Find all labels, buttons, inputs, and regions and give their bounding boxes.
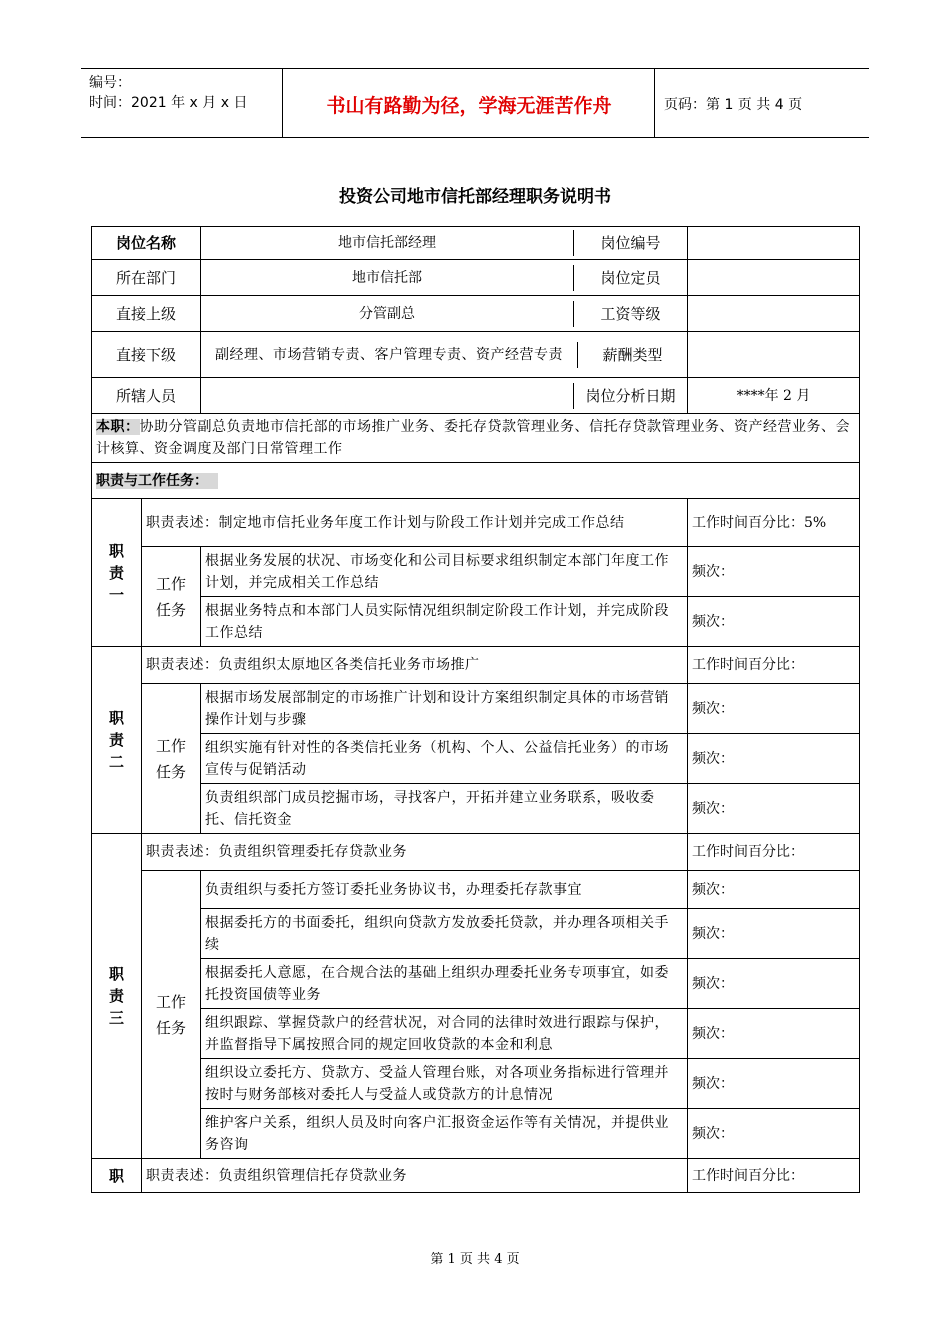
value-staff: [201, 383, 574, 409]
duties-heading: 职责与工作任务：: [96, 472, 208, 489]
value-analysis-date: ****年 2 月: [688, 378, 860, 414]
duty3-desc-row: [92, 834, 860, 871]
page-header: [81, 68, 869, 138]
duty1-task-label: [142, 547, 201, 647]
value-department: 地市信托部: [201, 265, 574, 291]
benzhi-label: 本职：: [96, 419, 140, 435]
duty2-label: [92, 647, 142, 834]
duty4-pct: 工作时间百分比：: [688, 1159, 860, 1193]
duty2-task-label: [142, 684, 201, 834]
duty3-desc: 职责表述：负责组织管理委托存贷款业务: [142, 834, 688, 871]
duty3-task-row: [92, 959, 860, 1009]
basic-row-subordinates: [92, 332, 860, 378]
label-position-code: 岗位编号: [600, 234, 661, 252]
value-headcount: [688, 260, 860, 296]
header-page-info: 页码：第 1 页 共 4 页: [664, 97, 803, 113]
duty3-name: 职责三: [108, 965, 124, 1027]
label-headcount: 岗位定员: [600, 268, 661, 287]
duty2-task-3: 负责组织部门成员挖掘市场，寻找客户，开拓并建立业务联系，吸收委托、信托资金: [201, 784, 688, 834]
basic-row-superior: [92, 296, 860, 332]
duty4-label: 职: [92, 1159, 142, 1193]
duty1-desc-row: [92, 499, 860, 547]
duty3-freq-2: 频次：: [688, 909, 860, 959]
duty3-freq-1: 频次：: [688, 871, 860, 909]
duty2-task-row: [92, 784, 860, 834]
value-position-name: 地市信托部经理: [201, 230, 574, 256]
header-meta: [89, 73, 247, 113]
document-title: 投资公司地市信托部经理职务说明书: [339, 187, 611, 207]
label-salary-grade: 工资等级: [600, 304, 661, 323]
duty1-task-1: 根据业务发展的状况、市场变化和公司目标要求组织制定本部门年度工作计划，并完成相关工作总结: [201, 547, 688, 597]
value-salary-grade: [688, 296, 860, 332]
basic-row-department: [92, 260, 860, 296]
duty4-desc: 职责表述：负责组织管理信托存贷款业务: [142, 1159, 688, 1193]
duty1-desc: 职责表述：制定地市信托业务年度工作计划与阶段工作计划并完成工作总结: [142, 499, 688, 547]
duty4-desc-row: [92, 1159, 860, 1193]
duty3-freq-3: 频次：: [688, 959, 860, 1009]
duty3-task-4: 组织跟踪、掌握贷款户的经营状况，对合同的法律时效进行跟踪与保护，并监督指导下属按照合同的规定回收贷款的本金和利息: [201, 1009, 688, 1059]
duty1-freq-1: 频次：: [688, 547, 860, 597]
doc-date: 时间：2021 年 x 月 x 日: [89, 95, 248, 111]
duty3-task-row: [92, 909, 860, 959]
duty3-freq-5: 频次：: [688, 1059, 860, 1109]
duty1-freq-2: 频次：: [688, 597, 860, 647]
header-divider-right: [654, 69, 655, 137]
header-divider-left: [282, 69, 283, 137]
duty1-task-row: [92, 547, 860, 597]
duty2-freq-3: 频次：: [688, 784, 860, 834]
duty2-freq-1: 频次：: [688, 684, 860, 734]
basic-row-position: [92, 227, 860, 260]
page-footer: 第 1 页 共 4 页: [430, 1252, 520, 1267]
duty3-task-row: [92, 1009, 860, 1059]
duty2-task-2: 组织实施有针对性的各类信托业务（机构、个人、公益信托业务）的市场宣传与促销活动: [201, 734, 688, 784]
label-analysis-date: 岗位分析日期: [585, 386, 676, 405]
value-position-code: [688, 227, 860, 260]
duty2-task-1: 根据市场发展部制定的市场推广计划和设计方案组织制定具体的市场营销操作计划与步骤: [201, 684, 688, 734]
basic-row-staff: [92, 378, 860, 414]
duties-heading-row: [92, 463, 860, 499]
doc-number-label: 编号：: [89, 75, 131, 91]
duty3-task-2: 根据委托方的书面委托，组织向贷款方发放委托贷款，并办理各项相关手续: [201, 909, 688, 959]
value-pay-type: [688, 332, 860, 378]
duty2-task-row: [92, 684, 860, 734]
job-description-table: [91, 226, 860, 1193]
duty2-name: 职责二: [108, 709, 124, 771]
benzhi-row: [92, 414, 860, 463]
label-department: 所在部门: [92, 260, 201, 296]
duty2-desc: 职责表述：负责组织太原地区各类信托业务市场推广: [142, 647, 688, 684]
duty2-freq-2: 频次：: [688, 734, 860, 784]
duty3-task-row: [92, 1059, 860, 1109]
duty2-pct: 工作时间百分比：: [688, 647, 860, 684]
duty1-task-2: 根据业务特点和本部门人员实际情况组织制定阶段工作计划，并完成阶段工作总结: [201, 597, 688, 647]
duty2-task-row: [92, 734, 860, 784]
duty3-task-1: 负责组织与委托方签订委托业务协议书，办理委托存款事宜: [201, 871, 688, 909]
duty1-label: [92, 499, 142, 647]
duty3-task-label-text: 工作任务: [155, 992, 186, 1037]
duty3-task-6: 维护客户关系，组织人员及时向客户汇报资金运作等有关情况，并提供业务咨询: [201, 1109, 688, 1159]
label-superior: 直接上级: [92, 296, 201, 332]
value-superior: 分管副总: [201, 301, 574, 327]
duty3-task-row: [92, 1109, 860, 1159]
duty3-pct: 工作时间百分比：: [688, 834, 860, 871]
label-staff: 所辖人员: [92, 378, 201, 414]
duty3-label: [92, 834, 142, 1159]
label-subordinates: 直接下级: [92, 332, 201, 378]
duty2-task-label-text: 工作任务: [155, 736, 186, 781]
label-pay-type: 薪酬类型: [602, 345, 663, 364]
duty1-pct: 工作时间百分比：5%: [688, 499, 860, 547]
duty3-task-row: [92, 871, 860, 909]
duty3-task-label: [142, 871, 201, 1159]
duty3-freq-4: 频次：: [688, 1009, 860, 1059]
benzhi-text: 协助分管副总负责地市信托部的市场推广业务、委托存贷款管理业务、信托存贷款管理业务、资产经营业务、会计核算、资金调度及部门日常管理工作: [96, 419, 850, 457]
duty3-task-3: 根据委托人意愿，在合规合法的基础上组织办理委托业务专项事宜，如委托投资国债等业务: [201, 959, 688, 1009]
header-motto: 书山有路勤为径，学海无涯苦作舟: [326, 95, 612, 117]
duty3-task-5: 组织设立委托方、贷款方、受益人管理台账，对各项业务指标进行管理并按时与财务部核对委托人与受益人或贷款方的计息情况: [201, 1059, 688, 1109]
value-subordinates: 副经理、市场营销专责、客户管理专责、资产经营专责: [201, 342, 578, 368]
duty1-task-label-text: 工作任务: [155, 574, 186, 619]
duty3-freq-6: 频次：: [688, 1109, 860, 1159]
duty1-task-row: [92, 597, 860, 647]
duty1-name: 职责一: [108, 541, 124, 604]
duty2-desc-row: [92, 647, 860, 684]
label-position-name: 岗位名称: [92, 227, 201, 260]
